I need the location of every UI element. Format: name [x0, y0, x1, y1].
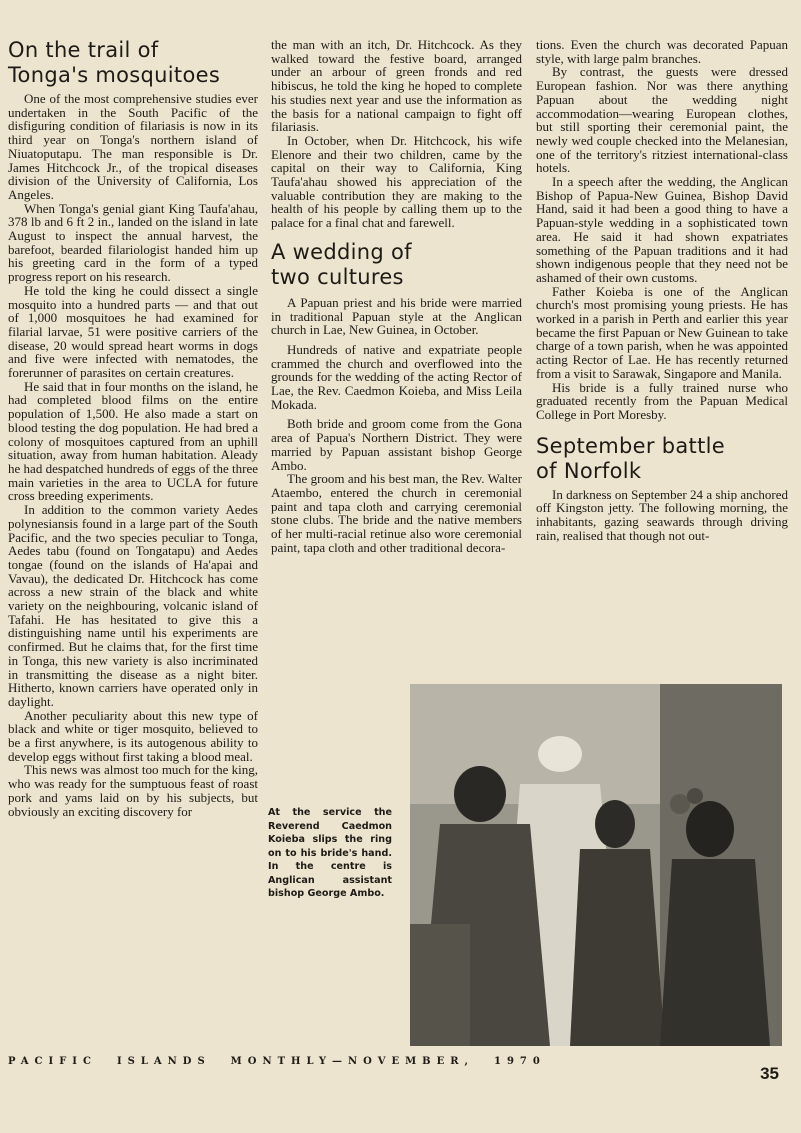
headline-line-2: two cultures	[271, 264, 404, 289]
paragraph: In darkness on September 24 a ship anchored off Kingston jetty. The following morning, the inhabitants, gazing seawards through driving rain, realised that though not out-	[536, 486, 788, 543]
paragraph: the man with an itch, Dr. Hitchcock. As they walked toward the festive board, arranged under an arbour of green fronds and red hibiscus, he told the king he hoped to complete his studies next year and use the information as the basis for a national campaign to fight off filariasis.	[271, 37, 522, 135]
headline-line-2: of Norfolk	[536, 458, 642, 483]
paragraph: Both bride and groom come from the Gona area of Papua's Northern District. They were married by Papuan assistant bishop George Ambo.	[271, 416, 522, 473]
paragraph: One of the most comprehensive studies ever undertaken in the South Pacific of the disfiguring condition of filariasis is now in its third year on Tonga's northern island of Niuatoputapu. The man responsible is Dr. James Hitchcock Jr., of the tropical diseases division of the University of California, Los Angeles.	[8, 91, 258, 202]
headline-norfolk	[536, 434, 788, 484]
paragraph: In October, when Dr. Hitchcock, his wife Elenore and their two children, came by the capital on their way to California, King Taufa'ahau showed his appreciation of the valuable contribution they are making to the health of his people by calling them up to the palace for a final chat and farewell.	[271, 132, 522, 231]
headline-line-2: Tonga's mosquitoes	[8, 63, 221, 87]
footer-word: MONTHLY—NOVEMBER,	[230, 1056, 475, 1067]
paragraph: In addition to the common variety Aedes polynesiansis found in a large part of the South Pacific, and the two species peculiar to Tonga, Aedes tabu (found on Tongatapu) and Aedes tongae (found on the islands of Ha'apai and Vavau), the dedicated Dr. Hitchcock has come across a new strain of the black and white variety on the neighbouring, volcanic island of Tafahi. He has hesitated to give this a distinguishing name until his experiments are confirmed. But he claims that, for the first time in Tonga, this new variety is also incriminated in transmitting the disease as a night biter. Hitherto, known carriers have operated only in daylight.	[8, 502, 258, 709]
paragraph: A Papuan priest and his bride were married in traditional Papuan style at the Anglican church in Lae, New Guinea, in October.	[271, 294, 522, 338]
footer-word: 1970	[494, 1056, 546, 1067]
paragraph: He told the king he could dissect a single mosquito into a hundred parts — and that out of 1,000 mosquitoes he had examined for filarial larvae, 51 were positive carriers of the disease, 20 would spread heart worms in dogs and five were infected with nematodes, the forerunner of parasites on certain creatures.	[8, 282, 258, 381]
headline-line-1: On the trail of	[8, 38, 159, 62]
paragraph: tions. Even the church was decorated Papuan style, with large palm branches.	[536, 37, 788, 66]
column-1	[8, 38, 258, 818]
paragraph: Hundreds of native and expatriate people crammed the church and overflowed into the grounds for the wedding of the acting Rector of Lae, the Rev. Caedmon Koieba, and Miss Leila Mokada.	[271, 341, 522, 412]
footer-word: ISLANDS	[116, 1056, 211, 1067]
paragraph: Father Koieba is one of the Anglican church's most promising young priests. He has worked in a parish in Perth and earlier this year became the first Papuan or New Guinean to take charge of a town parish, when he was appointed acting Rector of Lae. He has recently returned from a visit to Sarawak, Singapore and Manila.	[536, 283, 788, 381]
wedding-photo-illustration	[410, 684, 782, 1046]
paragraph: This news was almost too much for the king, who was ready for the sumptuous feast of roast pork and yams laid on by his subjects, but obviously an exciting discovery for	[8, 762, 258, 819]
headline-line-1: September battle	[536, 433, 725, 458]
wedding-photo	[410, 684, 782, 1046]
headline-wedding	[271, 240, 522, 290]
paragraph: By contrast, the guests were dressed European fashion. Nor was there anything Papuan about the wedding night accommodation—wearing European clothes, but still sporting their ceremonial paint, the newly wed couple checked into the Melanesian, one of the territory's ritziest international-class hotels.	[536, 64, 788, 176]
column-2	[271, 38, 522, 555]
paragraph: When Tonga's genial giant King Taufa'ahau, 378 lb and 6 ft 2 in., landed on the island in late August to inspect the annual harvest, the barefoot, bearded filariologist handed him up his greeting card in the form of a typed progress report on his research.	[8, 200, 258, 285]
paragraph: His bride is a fully trained nurse who graduated recently from the Papuan Medical College in Port Moresby.	[536, 379, 788, 422]
page-number: 35	[760, 1064, 779, 1083]
column-3	[536, 38, 788, 543]
paragraph: The groom and his best man, the Rev. Walter Ataembo, entered the church in ceremonial paint and tapa cloth and carrying ceremonial stone clubs. The bride and the native members of her multi-racial retinue also wore ceremonial paint, tapa cloth and other traditional decora-	[271, 471, 522, 555]
footer-word: PACIFIC	[8, 1056, 97, 1067]
photo-caption: At the service the Reverend Caedmon Koieba slips the ring on to his bride's hand. In the centre is Anglican assistant bishop George Ambo.	[268, 807, 392, 899]
paragraph: Another peculiarity about this new type of black and white or tiger mosquito, believed to be a first anywhere, is its autogenous ability to develop eggs without first taking a blood meal.	[8, 707, 258, 764]
paragraph: He said that in four months on the island, he had completed blood films on the entire population of 1,500. He also made a start on blood testing the dog population. He had bred a colony of mosquitoes captured from an uphill situation, away from human habitation. Aleady he had despatched hundreds of eggs of the three main varieties in the area to UCLA for future cross breeding experiments.	[8, 378, 258, 504]
page-footer	[8, 1056, 771, 1067]
headline-tonga-mosquitoes	[8, 38, 258, 88]
paragraph: In a speech after the wedding, the Anglican Bishop of Papua-New Guinea, Bishop David Hand, said it had been a good thing to have a Papuan-style wedding in a sophisticated town area. He said it had shown expatriates something of the Papuan traditions and it had shown indigenous people that they need not be ashamed of their own customs.	[536, 174, 788, 285]
headline-line-1: A wedding of	[271, 239, 412, 264]
